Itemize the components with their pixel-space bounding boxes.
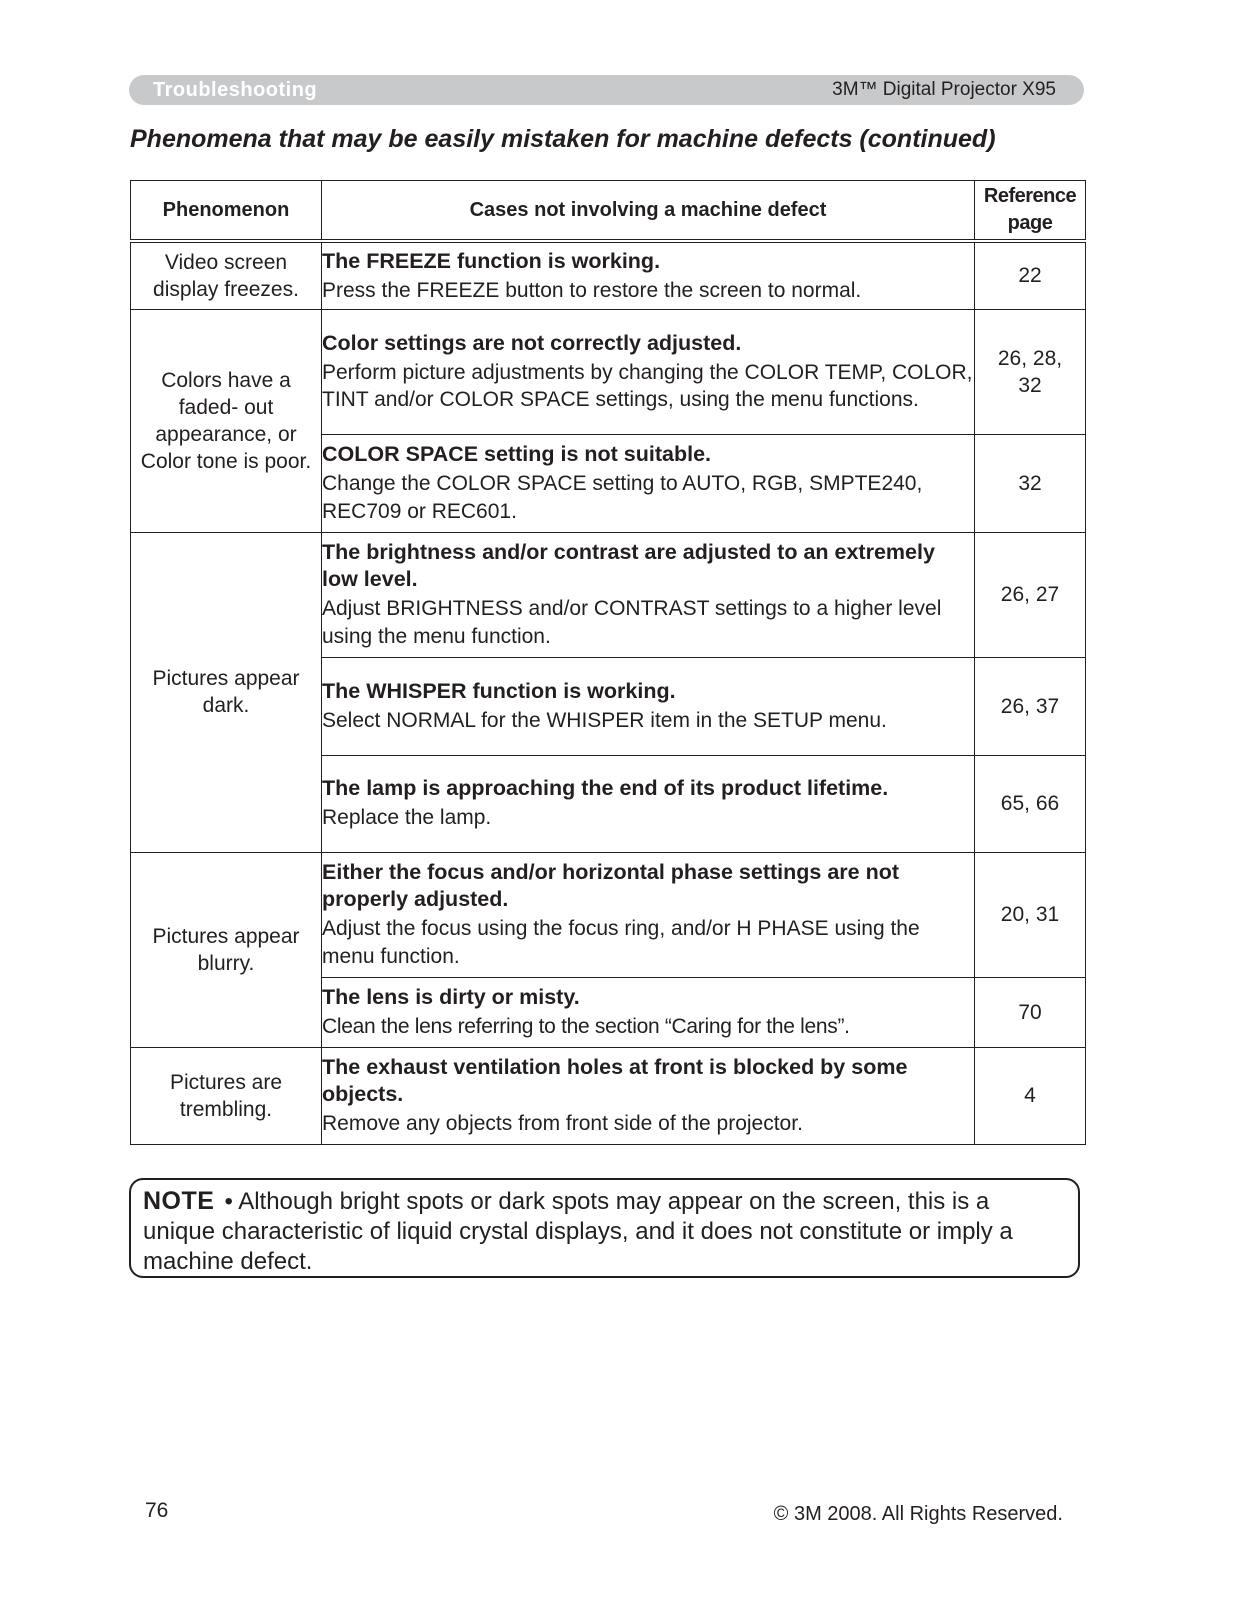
page-number: 76 — [145, 1499, 169, 1522]
header-cases: Cases not involving a machine defect — [322, 181, 975, 242]
reference-page: 4 — [975, 1047, 1086, 1144]
note-label: NOTE — [143, 1187, 215, 1215]
case-title: Either the focus and/or horizontal phase settings are not properly adjusted. — [322, 860, 899, 911]
case-description: Press the FREEZE button to restore the screen to normal. — [322, 278, 862, 302]
header-reference-line1: Reference — [983, 185, 1077, 207]
case-title: The WHISPER function is working. — [322, 678, 676, 703]
case-description: Adjust the focus using the focus ring, and/or H PHASE using the menu function. — [322, 917, 920, 968]
case-description: Adjust BRIGHTNESS and/or CONTRAST settings to a higher level using the menu function. — [322, 597, 942, 648]
table-row — [131, 241, 1086, 309]
case-description: Select NORMAL for the WHISPER item in the SETUP menu. — [322, 708, 887, 732]
phenomenon-cell: Video screen display freezes. — [131, 241, 322, 309]
reference-page: 32 — [975, 434, 1086, 532]
table-row — [131, 309, 1086, 434]
case-title: The lamp is approaching the end of its product lifetime. — [322, 776, 889, 801]
header-bar — [129, 75, 1084, 105]
note-box — [129, 1178, 1080, 1278]
case-cell — [322, 755, 975, 852]
table-row — [131, 532, 1086, 657]
reference-page: 26, 28, 32 — [975, 309, 1086, 434]
case-description: Remove any objects from front side of the projector. — [322, 1111, 803, 1135]
copyright: © 3M 2008. All Rights Reserved. — [773, 1503, 1063, 1525]
case-cell — [322, 241, 975, 309]
case-cell — [322, 434, 975, 532]
case-cell — [322, 532, 975, 657]
header-phenomenon: Phenomenon — [131, 181, 322, 242]
table-row — [131, 852, 1086, 977]
case-title: COLOR SPACE setting is not suitable. — [322, 442, 712, 466]
case-cell — [322, 309, 975, 434]
reference-page: 22 — [975, 241, 1086, 309]
case-title: The lens is dirty or misty. — [322, 984, 580, 1009]
case-cell — [322, 852, 975, 977]
phenomenon-cell: Pictures appear dark. — [131, 532, 322, 852]
case-title: The brightness and/or contrast are adjusted to an extremely low level. — [322, 540, 935, 591]
case-title: The FREEZE function is working. — [322, 248, 661, 273]
header-reference-line2: page — [1007, 212, 1053, 234]
reference-page: 26, 37 — [975, 657, 1086, 755]
product-name: 3M™ Digital Projector X95 — [832, 79, 1056, 100]
note-text: • Although bright spots or dark spots may appear on the screen, this is a unique characteristic of liquid crystal displays, and it does not constitute or imply a machine defect. — [143, 1188, 1013, 1275]
case-cell — [322, 1047, 975, 1144]
case-cell — [322, 657, 975, 755]
section-label: Troubleshooting — [153, 79, 318, 101]
header-reference — [975, 181, 1086, 242]
reference-page: 26, 27 — [975, 532, 1086, 657]
case-description: Replace the lamp. — [322, 806, 492, 830]
case-title: Color settings are not correctly adjusted. — [322, 330, 742, 355]
case-description: Clean the lens referring to the section “Caring for the lens”. — [322, 1014, 850, 1038]
reference-page: 20, 31 — [975, 852, 1086, 977]
case-cell — [322, 977, 975, 1047]
table-row — [131, 1047, 1086, 1144]
case-description: Change the COLOR SPACE setting to AUTO, RGB, SMPTE240, REC709 or REC601. — [322, 472, 923, 523]
case-title: The exhaust ventilation holes at front is blocked by some objects. — [322, 1054, 908, 1106]
troubleshooting-table — [130, 180, 1086, 1145]
case-description: Perform picture adjustments by changing the COLOR TEMP, COLOR, TINT and/or COLOR SPACE settings, using the menu functions. — [322, 360, 973, 411]
page-title: Phenomena that may be easily mistaken for machine defects (continued) — [130, 125, 996, 153]
table-header-row — [131, 181, 1086, 242]
reference-page: 70 — [975, 977, 1086, 1047]
phenomenon-cell: Pictures appear blurry. — [131, 852, 322, 1047]
phenomenon-cell: Pictures are trembling. — [131, 1047, 322, 1144]
phenomenon-cell: Colors have a faded- out appearance, or Color tone is poor. — [131, 309, 322, 532]
reference-page: 65, 66 — [975, 755, 1086, 852]
